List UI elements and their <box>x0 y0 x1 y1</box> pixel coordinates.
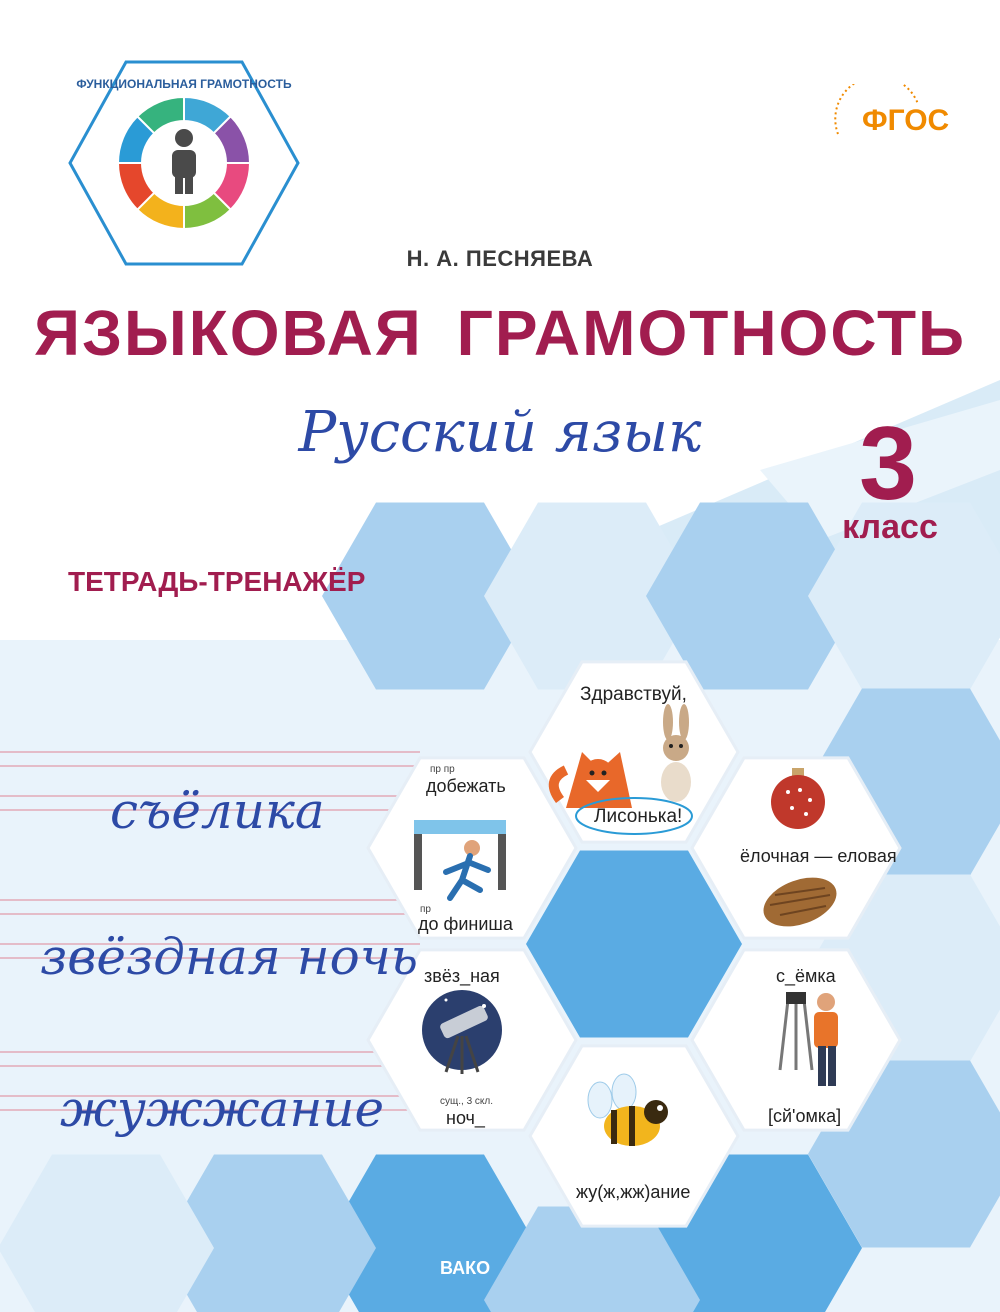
star-top: звёз_ная <box>424 966 500 986</box>
grade-word: класс <box>842 508 938 546</box>
night-bottom: ноч_ <box>446 1108 485 1128</box>
bee-illustration <box>588 1074 668 1146</box>
greeting-top: Здравствуй, <box>580 684 687 705</box>
grade-number: 3 <box>859 406 917 522</box>
run-bottom: до финиша <box>418 914 513 934</box>
run-bottom-hint: пр <box>420 904 431 915</box>
fox-illustration <box>554 752 632 808</box>
series-label: ТЕТРАДЬ-ТРЕНАЖЁР <box>68 566 366 597</box>
rabbit-illustration <box>661 704 691 802</box>
ornament-illustration <box>771 768 825 829</box>
cursive-word-1: съёлика <box>110 782 325 840</box>
telescope-illustration <box>422 990 502 1074</box>
publisher-label: ВАКО <box>440 1258 491 1278</box>
cursive-word-2: звёздная ночь <box>40 928 419 986</box>
run-top-hint: пр пр <box>430 764 455 775</box>
fgos-label: ФГОС <box>862 104 950 137</box>
bee-bottom: жу(ж,жж)ание <box>576 1182 691 1202</box>
author: Н. А. ПЕСНЯЕВА <box>406 246 594 271</box>
runner-illustration <box>414 820 506 898</box>
run-top: добежать <box>426 776 506 796</box>
cursive-word-3: жужжание <box>60 1080 385 1138</box>
night-hint: сущ., 3 скл. <box>440 1096 494 1107</box>
book-subtitle: Русский язык <box>298 400 702 465</box>
greeting-bottom: Лисонька! <box>594 806 683 827</box>
book-title: ЯЗЫКОВАЯ ГРАМОТНОСТЬ <box>33 297 967 369</box>
tree-label: ёлочная — еловая <box>740 846 897 866</box>
logo-ring-text: ФУНКЦИОНАЛЬНАЯ ГРАМОТНОСТЬ <box>76 77 292 91</box>
pine-cone-illustration <box>757 868 843 935</box>
camera-bottom: [сй'омка] <box>768 1106 842 1126</box>
camera-top: с_ёмка <box>776 966 836 986</box>
photographer-illustration <box>780 992 838 1086</box>
